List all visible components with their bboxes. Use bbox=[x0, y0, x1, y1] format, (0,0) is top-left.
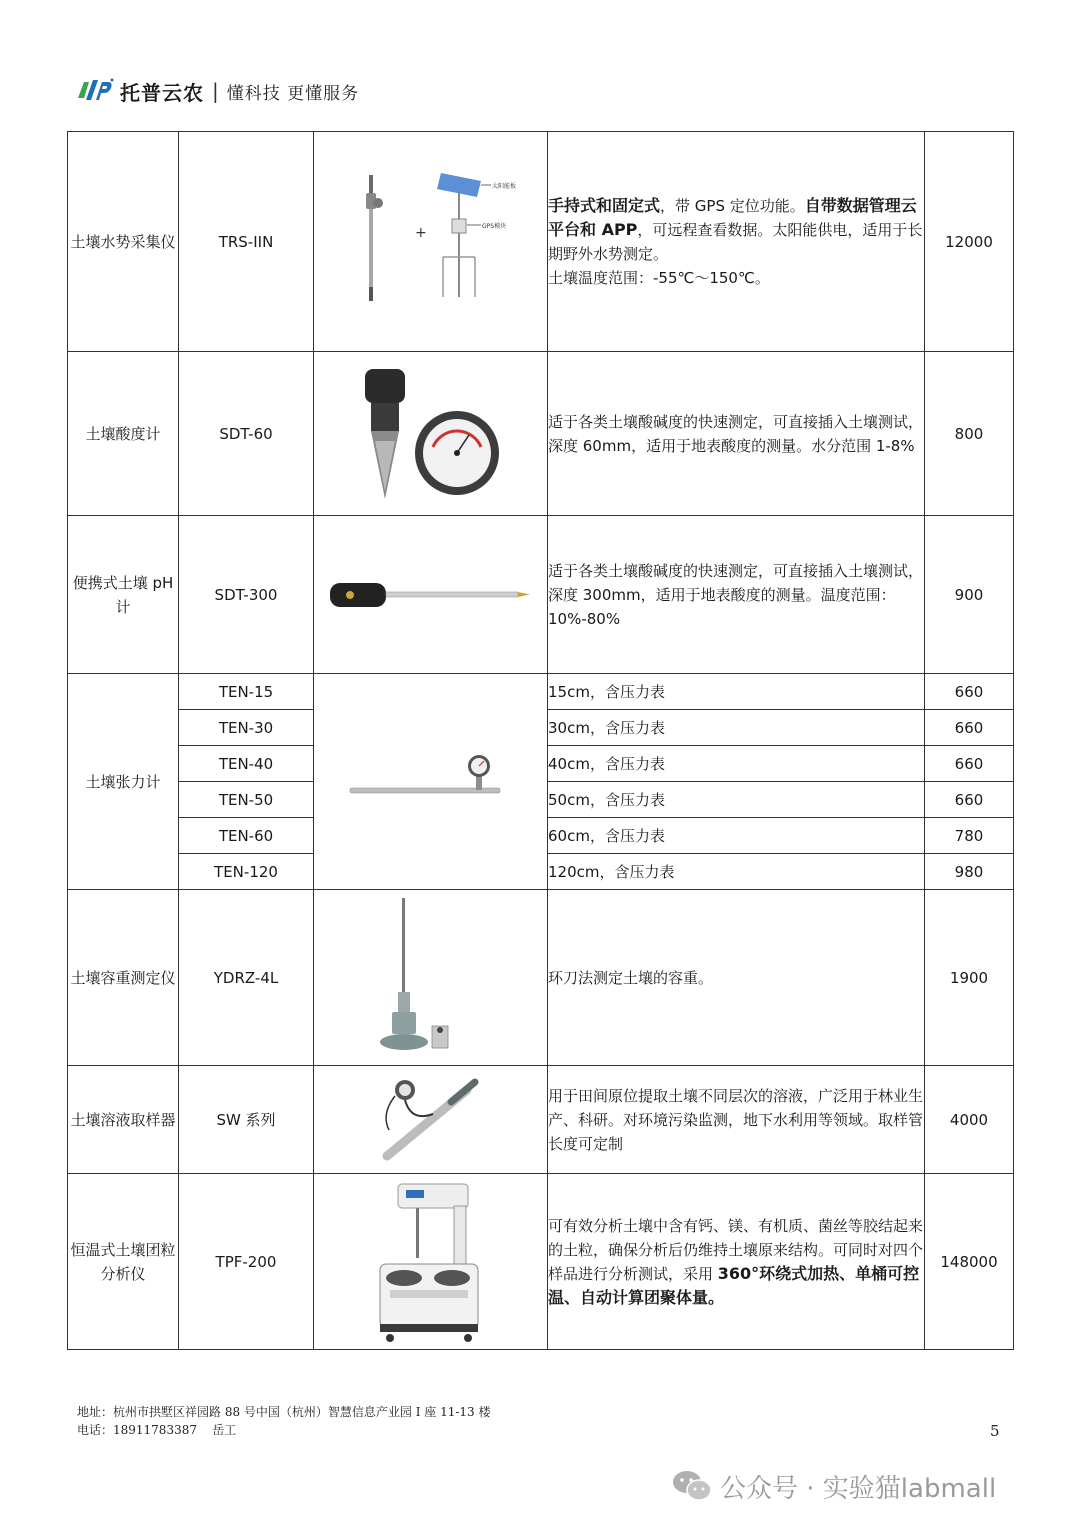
product-description: 环刀法测定土壤的容重。 bbox=[548, 890, 925, 1066]
table-row bbox=[68, 516, 1014, 674]
table-row bbox=[68, 132, 1014, 352]
product-name: 恒温式土壤团粒分析仪 bbox=[68, 1174, 179, 1350]
product-price: 900 bbox=[925, 516, 1014, 674]
brand-slogan: 懂科技 更懂服务 bbox=[226, 83, 360, 104]
product-image-cell bbox=[314, 1066, 548, 1174]
table-row bbox=[68, 1174, 1014, 1350]
product-name: 土壤水势采集仪 bbox=[68, 132, 179, 352]
product-name: 土壤酸度计 bbox=[68, 352, 179, 516]
watermark-text: 公众号 · 实验猫labmall bbox=[720, 1473, 997, 1504]
wechat-icon bbox=[672, 1468, 712, 1504]
product-model: YDRZ-4L bbox=[179, 890, 314, 1066]
gps-module-label: GPS模块 bbox=[481, 222, 506, 230]
product-description bbox=[548, 1174, 925, 1350]
watermark bbox=[672, 1466, 996, 1506]
product-model: TEN-15 bbox=[179, 674, 314, 710]
product-image-cell bbox=[314, 1174, 548, 1350]
bulk-density-meter-image bbox=[376, 894, 486, 1062]
product-description: 120cm，含压力表 bbox=[548, 854, 925, 890]
desc-bold: 手持式和固定式 bbox=[548, 195, 661, 215]
product-image-cell bbox=[314, 516, 548, 674]
product-image-cell bbox=[314, 352, 548, 516]
page-number: 5 bbox=[990, 1422, 1000, 1440]
product-description: 15cm，含压力表 bbox=[548, 674, 925, 710]
table-row bbox=[68, 1066, 1014, 1174]
desc-text: 土壤温度范围：-55℃～150℃。 bbox=[548, 268, 770, 287]
table-row bbox=[68, 674, 1014, 710]
product-name: 便携式土壤 pH 计 bbox=[68, 516, 179, 674]
company-address: 地址：杭州市拱墅区祥园路 88 号中国（杭州）智慧信息产业园 I 座 11-13 楼 bbox=[77, 1405, 491, 1419]
portable-ph-meter-image bbox=[326, 575, 536, 615]
product-price: 660 bbox=[925, 674, 1014, 710]
product-model: SW 系列 bbox=[179, 1066, 314, 1174]
soil-solution-sampler-image bbox=[371, 1070, 491, 1170]
contact-phone: 电话：18911783387 岳工 bbox=[77, 1423, 237, 1437]
product-description bbox=[548, 132, 925, 352]
product-name: 土壤溶液取样器 bbox=[68, 1066, 179, 1174]
soil-acidity-meter-image bbox=[351, 361, 511, 507]
desc-text: ，带 GPS 定位功能。 bbox=[660, 196, 805, 215]
soil-tensiometer-image bbox=[346, 752, 516, 812]
product-price: 1900 bbox=[925, 890, 1014, 1066]
product-description: 30cm，含压力表 bbox=[548, 710, 925, 746]
solar-panel-label: 太阳能板 bbox=[491, 182, 516, 190]
product-model: TEN-120 bbox=[179, 854, 314, 890]
product-price: 980 bbox=[925, 854, 1014, 890]
desc-bold: 自带数据管理云平台和 APP bbox=[548, 195, 917, 239]
product-description: 40cm，含压力表 bbox=[548, 746, 925, 782]
table-row bbox=[68, 890, 1014, 1066]
table-row bbox=[68, 352, 1014, 516]
product-description: 用于田间原位提取土壤不同层次的溶液，广泛用于林业生产、科研。对环境污染监测，地下水利用等领域。取样管长度可定制 bbox=[548, 1066, 925, 1174]
desc-text: ，可远程查看数据。太阳能供电，适用于长期野外水势测定。 bbox=[548, 220, 923, 263]
product-price: 148000 bbox=[925, 1174, 1014, 1350]
product-price: 12000 bbox=[925, 132, 1014, 352]
product-price: 4000 bbox=[925, 1066, 1014, 1174]
soil-water-potential-sensor-image bbox=[331, 167, 531, 317]
product-model: TRS-IIN bbox=[179, 132, 314, 352]
product-image-cell bbox=[314, 890, 548, 1066]
product-name: 土壤张力计 bbox=[68, 674, 179, 890]
page-footer bbox=[77, 1403, 491, 1439]
product-price: 660 bbox=[925, 710, 1014, 746]
product-model: TEN-30 bbox=[179, 710, 314, 746]
product-image-cell bbox=[314, 674, 548, 890]
product-price: 780 bbox=[925, 818, 1014, 854]
product-description: 60cm，含压力表 bbox=[548, 818, 925, 854]
product-model: TEN-60 bbox=[179, 818, 314, 854]
product-model: TPF-200 bbox=[179, 1174, 314, 1350]
aggregate-analyzer-image bbox=[376, 1178, 486, 1346]
product-name: 土壤容重测定仪 bbox=[68, 890, 179, 1066]
brand-logo-icon bbox=[76, 76, 114, 106]
product-description: 适于各类土壤酸碱度的快速测定，可直接插入土壤测试，深度 300mm，适用于地表酸度的测量。温度范围：10%-80% bbox=[548, 516, 925, 674]
product-model: SDT-60 bbox=[179, 352, 314, 516]
product-model: TEN-40 bbox=[179, 746, 314, 782]
product-price: 660 bbox=[925, 782, 1014, 818]
product-description: 50cm，含压力表 bbox=[548, 782, 925, 818]
desc-bold: 360°环绕式加热、单桶可控温、自动计算团聚体量。 bbox=[548, 1263, 920, 1307]
page-header bbox=[76, 74, 359, 108]
product-price: 800 bbox=[925, 352, 1014, 516]
product-model: TEN-50 bbox=[179, 782, 314, 818]
product-table bbox=[67, 131, 1014, 1350]
product-description: 适于各类土壤酸碱度的快速测定，可直接插入土壤测试，深度 60mm，适用于地表酸度的测量。水分范围 1-8% bbox=[548, 352, 925, 516]
header-separator: | bbox=[212, 79, 219, 103]
brand-name: 托普云农 bbox=[120, 80, 204, 105]
plus-sign: + bbox=[414, 224, 427, 241]
product-price: 660 bbox=[925, 746, 1014, 782]
product-image-cell bbox=[314, 132, 548, 352]
desc-text: 可有效分析土壤中含有钙、镁、有机质、菌丝等胶结起来的土粒，确保分析后仍维持土壤原来结构。可同时对四个样品进行分析测试，采用 bbox=[548, 1216, 924, 1283]
product-model: SDT-300 bbox=[179, 516, 314, 674]
